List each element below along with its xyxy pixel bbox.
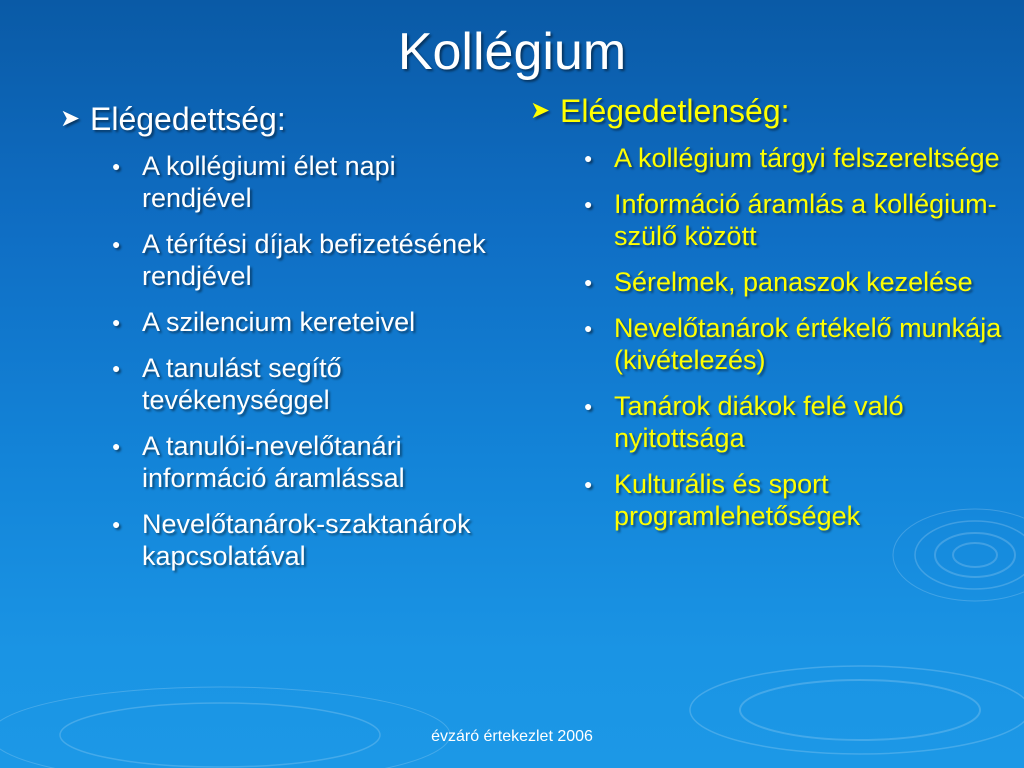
list-item xyxy=(112,306,510,338)
list-item xyxy=(112,430,510,494)
bullet-icon: ● xyxy=(584,398,593,414)
bullet-icon: ● xyxy=(112,236,121,252)
dissatisfaction-heading xyxy=(530,92,1010,130)
list-item-text: A kollégium tárgyi felszereltsége xyxy=(614,143,1000,173)
bullet-icon: ● xyxy=(112,158,121,174)
arrow-right-icon: ➤ xyxy=(530,97,551,124)
list-item-text: A szilencium kereteivel xyxy=(142,307,416,337)
list-item xyxy=(584,390,1010,454)
list-item xyxy=(584,266,1010,298)
list-item-text: Kulturális és sport programlehetőségek xyxy=(614,469,861,531)
bullet-icon: ● xyxy=(584,196,593,212)
list-item-text: A tanulást segítő tevékenységgel xyxy=(142,353,342,415)
satisfaction-list xyxy=(112,150,510,572)
list-item xyxy=(584,468,1010,532)
dissatisfaction-heading-text: Elégedetlenség: xyxy=(560,93,790,129)
slide-title: Kollégium xyxy=(397,23,627,81)
list-item xyxy=(112,352,510,416)
list-item xyxy=(112,228,510,292)
bullet-icon: ● xyxy=(584,320,593,336)
dissatisfaction-column xyxy=(530,92,1010,546)
list-item-text: A kollégiumi élet napi rendjével xyxy=(142,151,396,213)
bullet-icon: ● xyxy=(584,150,593,166)
list-item-text: A térítési díjak befizetésének rendjével xyxy=(142,229,486,291)
list-item xyxy=(112,150,510,214)
arrow-right-icon: ➤ xyxy=(60,105,81,132)
list-item-text: Tanárok diákok felé való nyitottsága xyxy=(614,391,904,453)
bullet-icon: ● xyxy=(112,516,121,532)
slide-footer: évzáró értekezlet 2006 xyxy=(431,728,593,745)
list-item-text: Információ áramlás a kollégium-szülő között xyxy=(614,189,997,251)
list-item-text: Nevelőtanárok értékelő munkája (kivételezés) xyxy=(614,313,1002,375)
list-item-text: Nevelőtanárok-szaktanárok kapcsolatával xyxy=(142,509,471,571)
satisfaction-column xyxy=(60,100,510,586)
satisfaction-heading xyxy=(60,100,510,138)
list-item-text: A tanulói-nevelőtanári információ áramlással xyxy=(142,431,405,493)
satisfaction-heading-text: Elégedettség: xyxy=(90,101,286,137)
list-item-text: Sérelmek, panaszok kezelése xyxy=(614,267,973,297)
bullet-icon: ● xyxy=(112,314,121,330)
bullet-icon: ● xyxy=(584,274,593,290)
bullet-icon: ● xyxy=(112,438,121,454)
bullet-icon: ● xyxy=(584,476,593,492)
list-item xyxy=(584,312,1010,376)
list-item xyxy=(112,508,510,572)
dissatisfaction-list xyxy=(584,142,1010,532)
list-item xyxy=(584,188,1010,252)
list-item xyxy=(584,142,1010,174)
bullet-icon: ● xyxy=(112,360,121,376)
